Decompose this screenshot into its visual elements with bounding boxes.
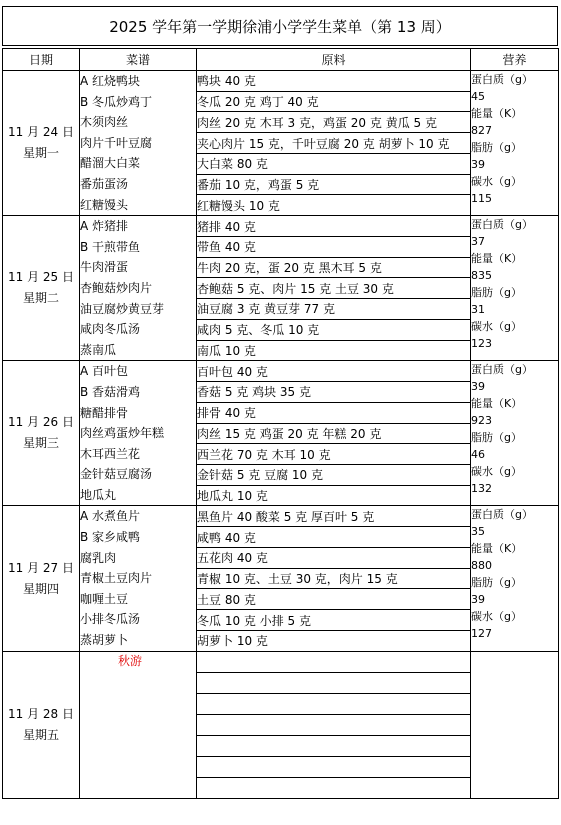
material-cell: 肉丝 20 克 木耳 3 克，鸡蛋 20 克 黄瓜 5 克	[197, 112, 471, 133]
nutrition-value: 923	[471, 414, 492, 428]
header-row	[3, 49, 559, 71]
dish-item: B 香菇滑鸡	[80, 384, 141, 399]
weekly-menu-table	[2, 48, 559, 799]
dish-item: 杏鲍菇炒肉片	[80, 280, 153, 295]
table-row	[3, 71, 559, 92]
material-cell: 冬瓜 10 克 小排 5 克	[197, 610, 471, 631]
table-row	[3, 216, 559, 237]
header-nutrition: 营养	[471, 49, 559, 71]
dish-list	[80, 651, 197, 798]
day-weekday: 星期三	[22, 436, 59, 451]
nutrition-label: 碳水（g）	[471, 465, 522, 479]
material-cell	[197, 756, 471, 777]
nutrition-cell	[471, 71, 559, 216]
dish-item: 小排冬瓜汤	[80, 612, 141, 627]
day-cell	[3, 506, 80, 651]
dish-item: 金针菇豆腐汤	[80, 467, 153, 482]
nutrition-label: 蛋白质（g）	[471, 508, 533, 522]
nutrition-value: 45	[471, 90, 485, 103]
nutrition-label: 能量（K）	[471, 252, 523, 266]
dish-item: 腐乳肉	[80, 550, 117, 565]
material-cell: 大白菜 80 克	[197, 153, 471, 174]
day-cell	[3, 651, 80, 798]
dish-item: 糖醋排骨	[80, 405, 129, 420]
material-cell: 咸鸭 40 克	[197, 527, 471, 548]
dish-item: 醋溜大白菜	[80, 156, 141, 171]
material-cell	[197, 777, 471, 798]
material-cell: 红糖馒头 10 克	[197, 195, 471, 216]
dish-item: 咸肉冬瓜汤	[80, 322, 141, 337]
dish-item: 蒸胡萝卜	[80, 633, 129, 648]
material-cell: 地瓜丸 10 克	[197, 485, 471, 506]
nutrition-label: 碳水（g）	[471, 320, 522, 334]
nutrition-value: 39	[471, 158, 485, 171]
header-materials: 原料	[197, 49, 471, 71]
dish-item: 肉丝鸡蛋炒年糕	[80, 426, 165, 441]
dish-list	[80, 506, 197, 651]
material-cell: 肉丝 15 克 鸡蛋 20 克 年糕 20 克	[197, 423, 471, 444]
material-cell: 带鱼 40 克	[197, 236, 471, 257]
nutrition-value: 115	[471, 192, 492, 205]
dish-item: 木耳西兰花	[80, 446, 141, 461]
dish-item: 木须肉丝	[80, 115, 129, 130]
material-cell	[197, 735, 471, 756]
material-cell: 番茄 10 克，鸡蛋 5 克	[197, 174, 471, 195]
day-weekday: 星期一	[22, 146, 59, 161]
dish-item: 红糖馒头	[80, 197, 129, 212]
material-cell: 香菇 5 克 鸡块 35 克	[197, 382, 471, 403]
day-date: 11 月 27 日	[8, 560, 74, 575]
nutrition-cell	[471, 506, 559, 651]
dish-item: B 家乡咸鸭	[80, 530, 141, 545]
material-cell: 排骨 40 克	[197, 402, 471, 423]
nutrition-value: 37	[471, 235, 485, 249]
day-date: 11 月 26 日	[8, 415, 74, 430]
material-cell: 百叶包 40 克	[197, 361, 471, 382]
table-row	[3, 651, 559, 672]
dish-item: 番茄蛋汤	[80, 176, 129, 191]
nutrition-label: 碳水（g）	[471, 175, 522, 188]
day-cell	[3, 71, 80, 216]
material-cell	[197, 693, 471, 714]
nutrition-label: 脂肪（g）	[471, 286, 522, 300]
nutrition-label: 能量（K）	[471, 397, 523, 411]
dish-item: 油豆腐炒黄豆芽	[80, 301, 165, 316]
nutrition-label: 蛋白质（g）	[471, 73, 533, 86]
nutrition-value: 39	[471, 380, 485, 394]
nutrition-label: 能量（K）	[471, 107, 523, 120]
nutrition-value: 835	[471, 269, 492, 283]
nutrition-label: 能量（K）	[471, 542, 523, 556]
menu-body	[3, 71, 559, 799]
nutrition-value: 31	[471, 303, 485, 317]
day-weekday: 星期二	[22, 291, 59, 306]
material-cell: 黑鱼片 40 酸菜 5 克 厚百叶 5 克	[197, 506, 471, 527]
material-cell: 西兰花 70 克 木耳 10 克	[197, 444, 471, 465]
dish-item: 牛肉滑蛋	[80, 260, 129, 275]
nutrition-value: 123	[471, 337, 492, 351]
nutrition-cell	[471, 651, 559, 798]
material-cell: 牛肉 20 克，蛋 20 克 黑木耳 5 克	[197, 257, 471, 278]
nutrition-label: 蛋白质（g）	[471, 218, 533, 232]
material-cell: 五花肉 40 克	[197, 547, 471, 568]
table-row	[3, 506, 559, 527]
dish-list	[80, 71, 197, 216]
nutrition-value: 39	[471, 593, 485, 607]
dish-item: A 红烧鸭块	[80, 74, 141, 88]
dish-list	[80, 216, 197, 361]
table-row	[3, 361, 559, 382]
day-cell	[3, 361, 80, 506]
day-weekday: 星期四	[22, 581, 59, 596]
day-date: 11 月 28 日	[8, 706, 74, 721]
dish-item: B 冬瓜炒鸡丁	[80, 94, 153, 109]
nutrition-label: 脂肪（g）	[471, 576, 522, 590]
material-cell: 咸肉 5 克、冬瓜 10 克	[197, 319, 471, 340]
material-cell: 油豆腐 3 克 黄豆芽 77 克	[197, 299, 471, 320]
material-cell: 鸭块 40 克	[197, 71, 471, 92]
material-cell: 土豆 80 克	[197, 589, 471, 610]
nutrition-label: 碳水（g）	[471, 610, 522, 624]
nutrition-label: 脂肪（g）	[471, 141, 522, 154]
dish-item: A 水煮鱼片	[80, 509, 141, 524]
material-cell: 冬瓜 20 克 鸡丁 40 克	[197, 91, 471, 112]
material-cell	[197, 714, 471, 735]
material-cell: 南瓜 10 克	[197, 340, 471, 361]
nutrition-label: 蛋白质（g）	[471, 363, 533, 377]
day-cell	[3, 216, 80, 361]
header-menu: 菜谱	[80, 49, 197, 71]
material-cell: 夹心肉片 15 克，千叶豆腐 20 克 胡萝卜 10 克	[197, 133, 471, 154]
nutrition-value: 827	[471, 124, 492, 137]
material-cell	[197, 651, 471, 672]
nutrition-label: 脂肪（g）	[471, 431, 522, 445]
day-date: 11 月 24 日	[8, 125, 74, 140]
nutrition-value: 132	[471, 482, 492, 496]
dish-item: A 百叶包	[80, 364, 129, 379]
dish-item: 地瓜丸	[80, 487, 117, 502]
nutrition-cell	[471, 361, 559, 506]
dish-item: 秋游	[118, 653, 143, 668]
page-title: 2025 学年第一学期徐浦小学学生菜单（第 13 周）	[2, 6, 558, 46]
dish-item: 肉片千叶豆腐	[80, 135, 153, 150]
material-cell: 金针菇 5 克 豆腐 10 克	[197, 464, 471, 485]
nutrition-value: 46	[471, 448, 485, 462]
material-cell	[197, 672, 471, 693]
material-cell: 胡萝卜 10 克	[197, 630, 471, 651]
day-weekday: 星期五	[22, 727, 59, 742]
nutrition-value: 35	[471, 525, 485, 539]
dish-item: B 干煎带鱼	[80, 239, 141, 254]
nutrition-value: 127	[471, 627, 492, 641]
dish-item: 青椒土豆肉片	[80, 571, 153, 586]
nutrition-cell	[471, 216, 559, 361]
day-date: 11 月 25 日	[8, 270, 74, 285]
material-cell: 青椒 10 克、土豆 30 克，肉片 15 克	[197, 568, 471, 589]
dish-item: 咖喱土豆	[80, 591, 129, 606]
material-cell: 猪排 40 克	[197, 216, 471, 237]
header-date: 日期	[3, 49, 80, 71]
dish-list	[80, 361, 197, 506]
dish-item: A 炸猪排	[80, 219, 129, 234]
nutrition-value: 880	[471, 559, 492, 573]
material-cell: 杏鲍菇 5 克、肉片 15 克 土豆 30 克	[197, 278, 471, 299]
dish-item: 蒸南瓜	[80, 342, 117, 357]
